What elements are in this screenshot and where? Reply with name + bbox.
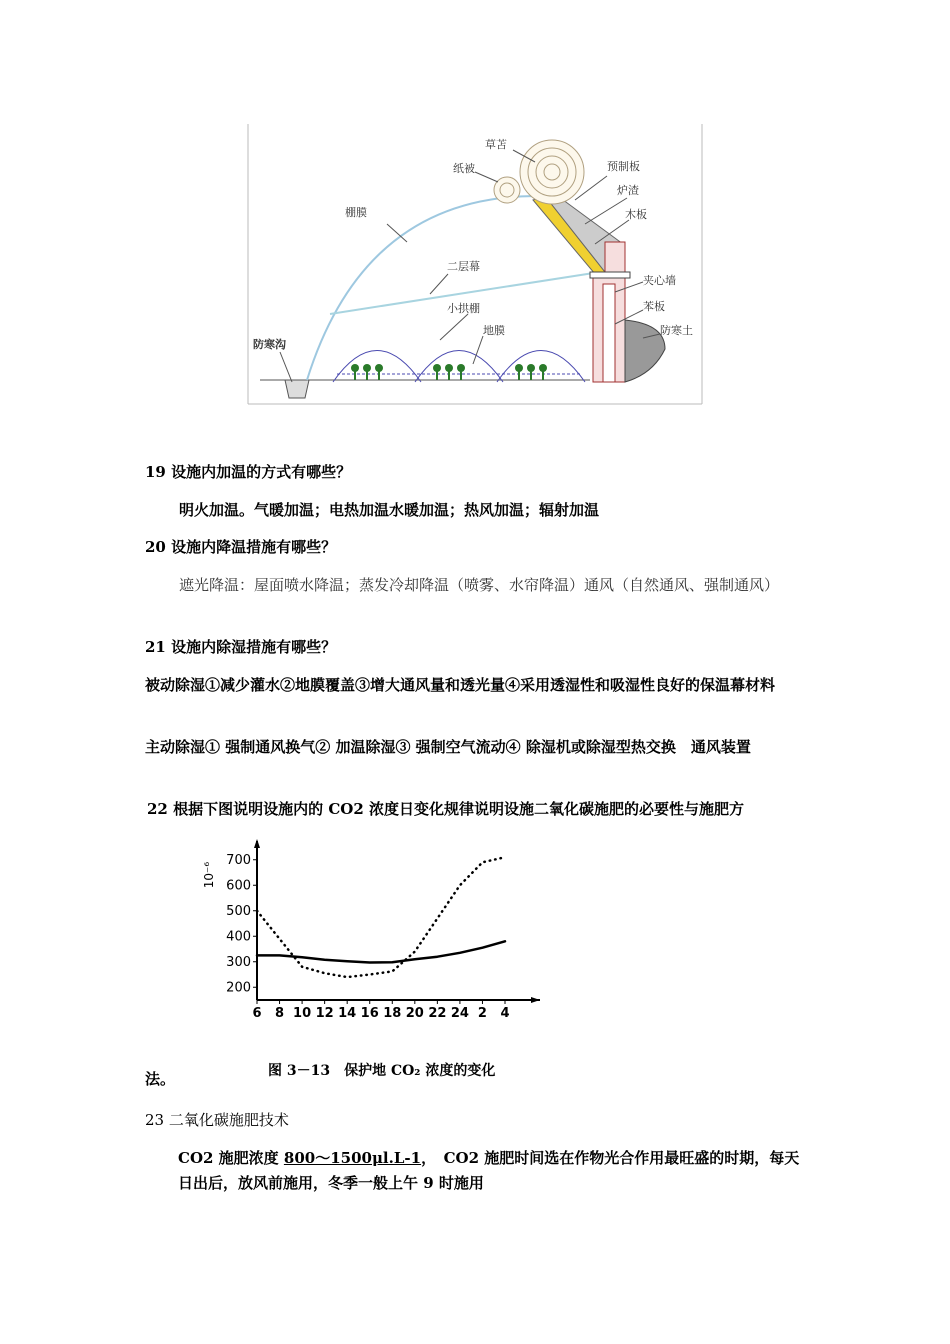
label-muban: 木板 — [625, 208, 647, 221]
x-tick-label: 2 — [477, 1006, 487, 1021]
q23-p1: CO2 施肥浓度 — [178, 1149, 284, 1167]
label-yuzhiban: 预制板 — [607, 160, 640, 173]
y-tick-label: 200 — [226, 980, 251, 996]
chart-caption: 图 3－13 保护地 CO₂ 浓度的变化 — [268, 1063, 496, 1079]
q21-passive: 被动除湿①减少灌水②地膜覆盖③增大通风量和透光量④采用透湿性和吸湿性良好的保温幕材料 — [145, 676, 776, 694]
label-benban: 苯板 — [643, 300, 665, 313]
x-tick-label: 4 — [500, 1006, 510, 1021]
q22-title: 22 根据下图说明设施内的 CO2 浓度日变化规律说明设施二氧化碳施肥的必要性与施肥方 — [147, 800, 744, 818]
y-tick-label: 400 — [226, 929, 251, 945]
series-line-solid — [257, 941, 505, 962]
label-xiaogong: 小拱棚 — [447, 302, 480, 315]
y-tick-label: 600 — [226, 878, 251, 894]
label-pengmo: 棚膜 — [345, 206, 367, 219]
q19-answer: 明火加温。气暖加温；电热加温水暖加温；热风加温；辐射加温 — [179, 501, 600, 519]
seedling-icons — [351, 364, 547, 380]
q20-answer: 遮光降温：屋面喷水降温；蒸发冷却降温（喷雾、水帘降温）通风（自然通风、强制通风） — [179, 576, 780, 594]
label-fanghangou: 防寒沟 — [253, 338, 286, 351]
x-tick-label: 24 — [450, 1006, 469, 1021]
q21-title: 21 设施内除湿措施有哪些？ — [145, 638, 337, 656]
label-dimo: 地膜 — [483, 324, 505, 337]
y-tick-label: 700 — [226, 852, 251, 868]
x-tick-label: 8 — [275, 1006, 285, 1021]
y-axis-label: 10⁻⁶ — [202, 861, 216, 889]
y-tick-label: 300 — [226, 954, 251, 970]
q23-title: 23 二氧化碳施肥技术 — [145, 1111, 289, 1129]
x-tick-label: 20 — [405, 1006, 424, 1021]
q21-active: 主动除湿① 强制通风换气② 加温除湿③ 强制空气流动④ 除湿机或除湿型热交换 通风装置 — [145, 738, 751, 756]
label-erceng: 二层幕 — [447, 260, 480, 273]
y-tick-label: 500 — [226, 903, 251, 919]
x-tick-label: 10 — [293, 1006, 312, 1021]
q23-p2: ， CO2 施肥时间选在作物光合作用最旺盛的时期，每天日出后，放风前施用，冬季一般上午 9 时施用 — [178, 1149, 800, 1192]
x-tick-label: 16 — [360, 1006, 379, 1021]
q23-body — [178, 1146, 806, 1196]
series-line-dotted — [257, 857, 505, 977]
x-tick-label: 22 — [428, 1006, 447, 1021]
label-zhibei: 纸被 — [453, 162, 475, 175]
y-axis-arrow — [254, 839, 260, 848]
x-tick-label: 6 — [252, 1006, 262, 1021]
x-tick-label: 12 — [315, 1006, 334, 1021]
q22-tail: 法。 — [145, 1070, 176, 1088]
q19-title: 19 设施内加温的方式有哪些？ — [145, 463, 352, 481]
x-axis-arrow — [531, 997, 540, 1003]
label-luzha: 炉渣 — [617, 184, 639, 197]
greenhouse-diagram — [245, 124, 705, 406]
q20-title: 20 设施内降温措施有哪些？ — [145, 538, 337, 556]
label-jiaxin: 夹心墙 — [643, 274, 676, 287]
x-tick-label: 14 — [338, 1006, 357, 1021]
q23-concentration: 800～1500μl.L-1 — [283, 1149, 422, 1167]
co2-chart — [195, 835, 555, 1025]
label-caoshan: 草苫 — [485, 138, 507, 151]
label-fanghantu: 防寒土 — [660, 324, 693, 337]
x-tick-label: 18 — [383, 1006, 402, 1021]
